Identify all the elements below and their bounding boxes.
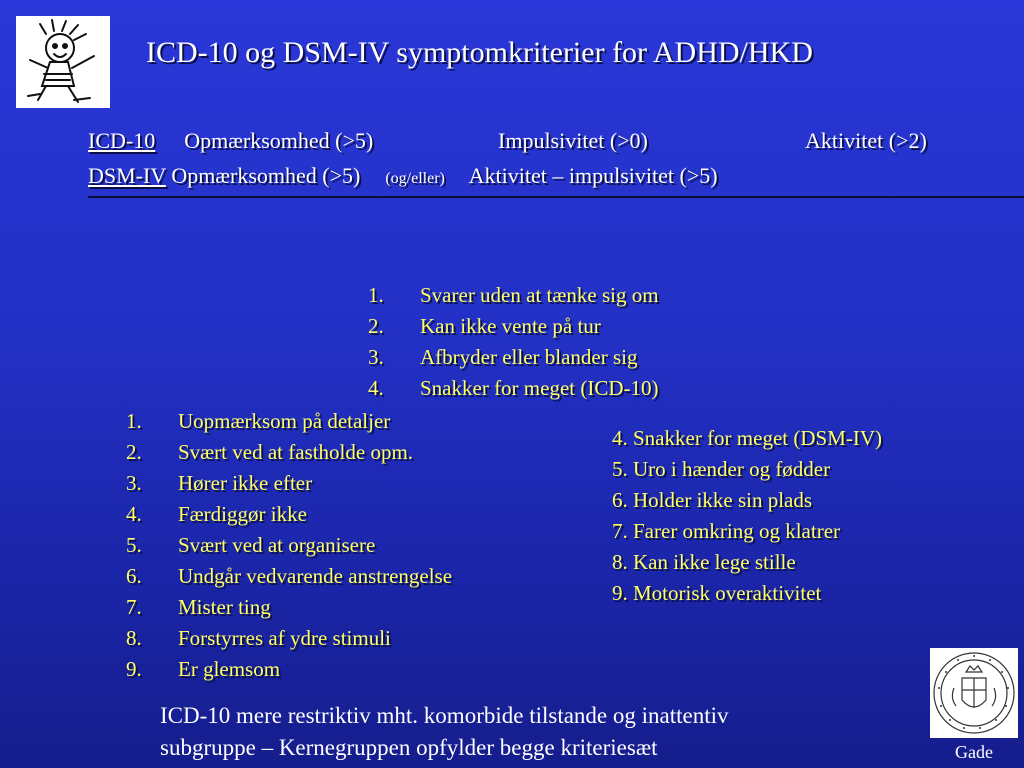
footnote-line-1: ICD-10 mere restriktiv mht. komorbide tilstande og inattentiv — [160, 703, 729, 728]
icd10-label: ICD-10 — [88, 128, 156, 153]
list-item: 9. Motorisk overaktivitet — [612, 581, 822, 605]
list-item: 4. Snakker for meget (ICD-10) — [368, 376, 659, 400]
university-seal-image — [930, 648, 1018, 738]
dsm4-activity-impulsivity: Aktivitet – impulsivitet (>5) — [468, 163, 718, 188]
list-item: 7. Farer omkring og klatrer — [612, 519, 841, 543]
list-item: 6. Undgår vedvarende anstrengelse — [126, 564, 453, 588]
list-item: 9. Er glemsom — [126, 657, 281, 681]
list-item: 3. Hører ikke efter — [126, 471, 313, 495]
list-item: 7. Mister ting — [126, 595, 271, 619]
icd10-attention: Opmærksomhed (>5) — [184, 128, 374, 153]
icd10-impulsivity: Impulsivitet (>0) — [498, 128, 648, 153]
impulsivity-list — [368, 280, 659, 404]
cartoon-logo-image — [16, 16, 110, 108]
icd10-criteria-line — [88, 128, 373, 154]
activity-list — [612, 423, 882, 609]
list-item: 4. Færdiggør ikke — [126, 502, 307, 526]
list-item: 6. Holder ikke sin plads — [612, 488, 813, 512]
dsm4-label: DSM-IV — [88, 163, 166, 188]
list-item: 8. Kan ikke lege stille — [612, 550, 796, 574]
list-item: 2. Svært ved at fastholde opm. — [126, 440, 414, 464]
list-item: 1. Uopmærksom på detaljer — [126, 409, 391, 433]
divider-rule — [88, 196, 1024, 198]
list-item: 5. Svært ved at organisere — [126, 533, 376, 557]
list-item: 8. Forstyrres af ydre stimuli — [126, 626, 391, 650]
list-item: 4. Snakker for meget (DSM-IV) — [612, 426, 883, 450]
attention-list — [126, 406, 452, 685]
list-item: 2. Kan ikke vente på tur — [368, 314, 601, 338]
dsm4-connector: (og/eller) — [385, 170, 445, 187]
dsm4-attention: Opmærksomhed (>5) — [171, 163, 361, 188]
slide-title: ICD-10 og DSM-IV symptomkriterier for ADHD/HKD — [146, 36, 813, 69]
list-item: 1. Svarer uden at tænke sig om — [368, 283, 659, 307]
list-item: 5. Uro i hænder og fødder — [612, 457, 831, 481]
author-label: Gade — [955, 742, 993, 762]
footnote-line-2: subgruppe – Kernegruppen opfylder begge kriteriesæt — [160, 735, 658, 760]
icd10-activity: Aktivitet (>2) — [805, 128, 927, 153]
dsm4-criteria-line — [88, 163, 718, 189]
list-item: 3. Afbryder eller blander sig — [368, 345, 638, 369]
footnote — [160, 700, 729, 764]
